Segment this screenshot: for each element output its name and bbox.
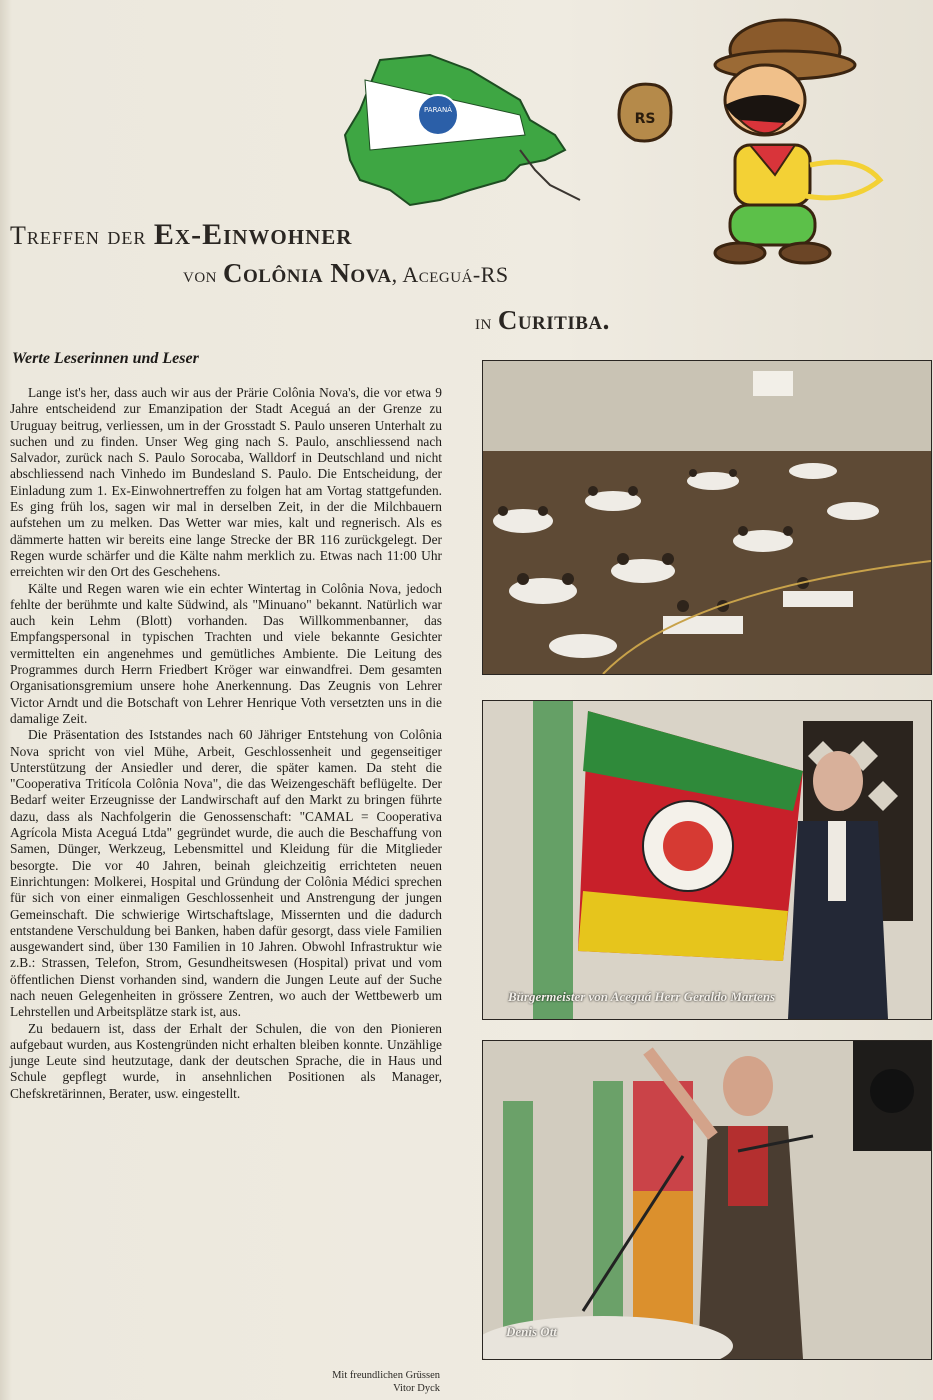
article-paragraph: Lange ist's her, dass auch wir aus der Prärie Colônia Nova's, die vor etwa 9 Jahre entscheidend zur Emanzipation der Stadt Aceguá an der Grenze zu Uruguay beitrug, verliessen, um in der Grosstadt S. Paulo unseren Unterhalt zu suchen und zu finden. Unser Weg ging nach S. Paulo, anschliessend nach Salvador, zurück nach S. Paulo Sorocaba, Walldorf in Deutschland und nicht abschliessend nach Vinhedo im Bundesland S. Paulo. Die Entscheidung, der Einladung zum 1. Ex-Einwohnertreffen zu folgen hat am Vortag stattgefunden. Es ging früh los, sagen wir mal in derselben Zeit, in der die Milchbauern aufstehen um zu melken. Das Wetter war mies, kalt und regnerisch. Als es dämmerte hatten wir bereits eine lange Strecke der BR 116 zurückgelegt. Der Regen wurde schärfer und die Kälte nahm merklich zu. Etwas nach 11:00 Uhr erreichten wir den Ort des Geschehens. [10, 385, 442, 580]
photo-event-hall [482, 360, 932, 675]
headline-line3-main: Curitiba. [497, 305, 610, 335]
article-paragraph: Zu bedauern ist, dass der Erhalt der Schulen, die von den Pionieren aufgebaut wurden, aus Kostengründen nicht erhalten bleiben konnte. Unzählige junge Leute sind heutzutage, dank der deutschen Sprache, die in Haus und Schule gepflegt wurde, in ansehnlichen Positionen als Manager, Chefskretärinnen, Berater, usw. eingestellt. [10, 1020, 442, 1101]
headline-line2-tail: , Aceguá-RS [391, 262, 509, 287]
article-paragraph: Kälte und Regen waren wie ein echter Wintertag in Colônia Nova, jedoch fehlte der berühmte und kalte Südwind, als "Minuano" bekannt. Natürlich war auch kein Lehm (Blott) vorhanden. Das Willkommenbanner, das Empfangspersonal in typischen Trachten und viele bekannte Gesichter vermittelten ein angenehmes und gemütliches Ambiente. Die Leitung des Programmes durch Herrn Friedbert Kröger war einwandfrei. Dem gesamten Organisationsgremium unsere hohe Anerkennung. Das Zeugnis von Lehrer Victor Arndt und die Botschaft von Lehrer Henrique Voth versetzten uns in die damalige Zeit. [10, 580, 442, 726]
parana-map-illustration [320, 40, 600, 215]
headline-line2-main: Colônia Nova [223, 258, 392, 288]
headline-line3 [475, 305, 610, 336]
photo2-caption: Bürgermeister von Aceguá Herr Geraldo Martens [508, 989, 776, 1004]
map-flag-label: PARANÁ [424, 106, 452, 114]
gaucho-mascot-illustration [600, 5, 890, 265]
photo3-caption: Denis Ott [506, 1324, 557, 1339]
headline-line2-prefix: von [183, 262, 223, 287]
photo-speaker [482, 1040, 932, 1360]
headline-line3-prefix: in [475, 309, 498, 334]
author-name: Vitor Dyck [393, 1383, 440, 1394]
headline-line1-prefix: Treffen der [10, 221, 154, 250]
article-signature [240, 1369, 440, 1395]
headline-line2 [183, 258, 509, 289]
article-body [10, 385, 442, 1102]
photo-mayor-with-flag [482, 700, 932, 1020]
closing-greeting: Mit freundlichen Grüssen [332, 1370, 440, 1381]
article-paragraph: Die Präsentation des Iststandes nach 60 Jähriger Entstehung von Colônia Nova spricht von viel Mühe, Arbeit, Geschlossenheit und gegenseitiger Unterstützung der Ansiedler und derer, die später kamen. Da steht die "Cooperativa Tritícola Colônia Nova", die das Weizengeschäft beflügelte. Der Bedarf weiter Erzeugnisse der Landwirschaft auf den Markt zu bringen führte dazu, dass als Nachfolgerin die Genossenschaft: "CAMAL = Cooperativa Agrícola Mista Aceguá Ltda" gegründet wurde, die auch die Beschaffung von Samen, Dünger, Werkzeug, Lebensmittel und Kleidung für die Mitglieder besorgte. Die vor 40 Jahren, beinah gleichzeitig errichteten neuen Einrichtungen: Molkerei, Hospital und Gründung der Colônia Médici sprechen für sich von einer einmaligen Geschlossenheit und Anstrengung der jungen Gemeinschaft. Die schwierige Wirtschaftslage, Missernten und die dadurch entstandene Verschuldung bei Banken, haben dafür gesorgt, dass viele Familien ausgewandert sind, über 130 Familien in 10 Jahren. Obwohl Infrastruktur wie z.B.: Strassen, Telefon, Strom, Gesundheitswesen (Hospital) privat und vom öffentlichen Dienst vorhanden sind, wandern die Jungen Leute auf der Suche nach neuen Gelegenheiten in grössere Zentren, wo auch der Wettbewerb um Lehrstellen und Arbeitsplätze stark ist, aus. [10, 727, 442, 1020]
headline-line1 [10, 218, 352, 252]
headline-line1-main: Ex-Einwohner [153, 218, 353, 251]
article-salutation: Werte Leserinnen und Leser [12, 350, 199, 367]
pot-label: RS [634, 111, 656, 127]
